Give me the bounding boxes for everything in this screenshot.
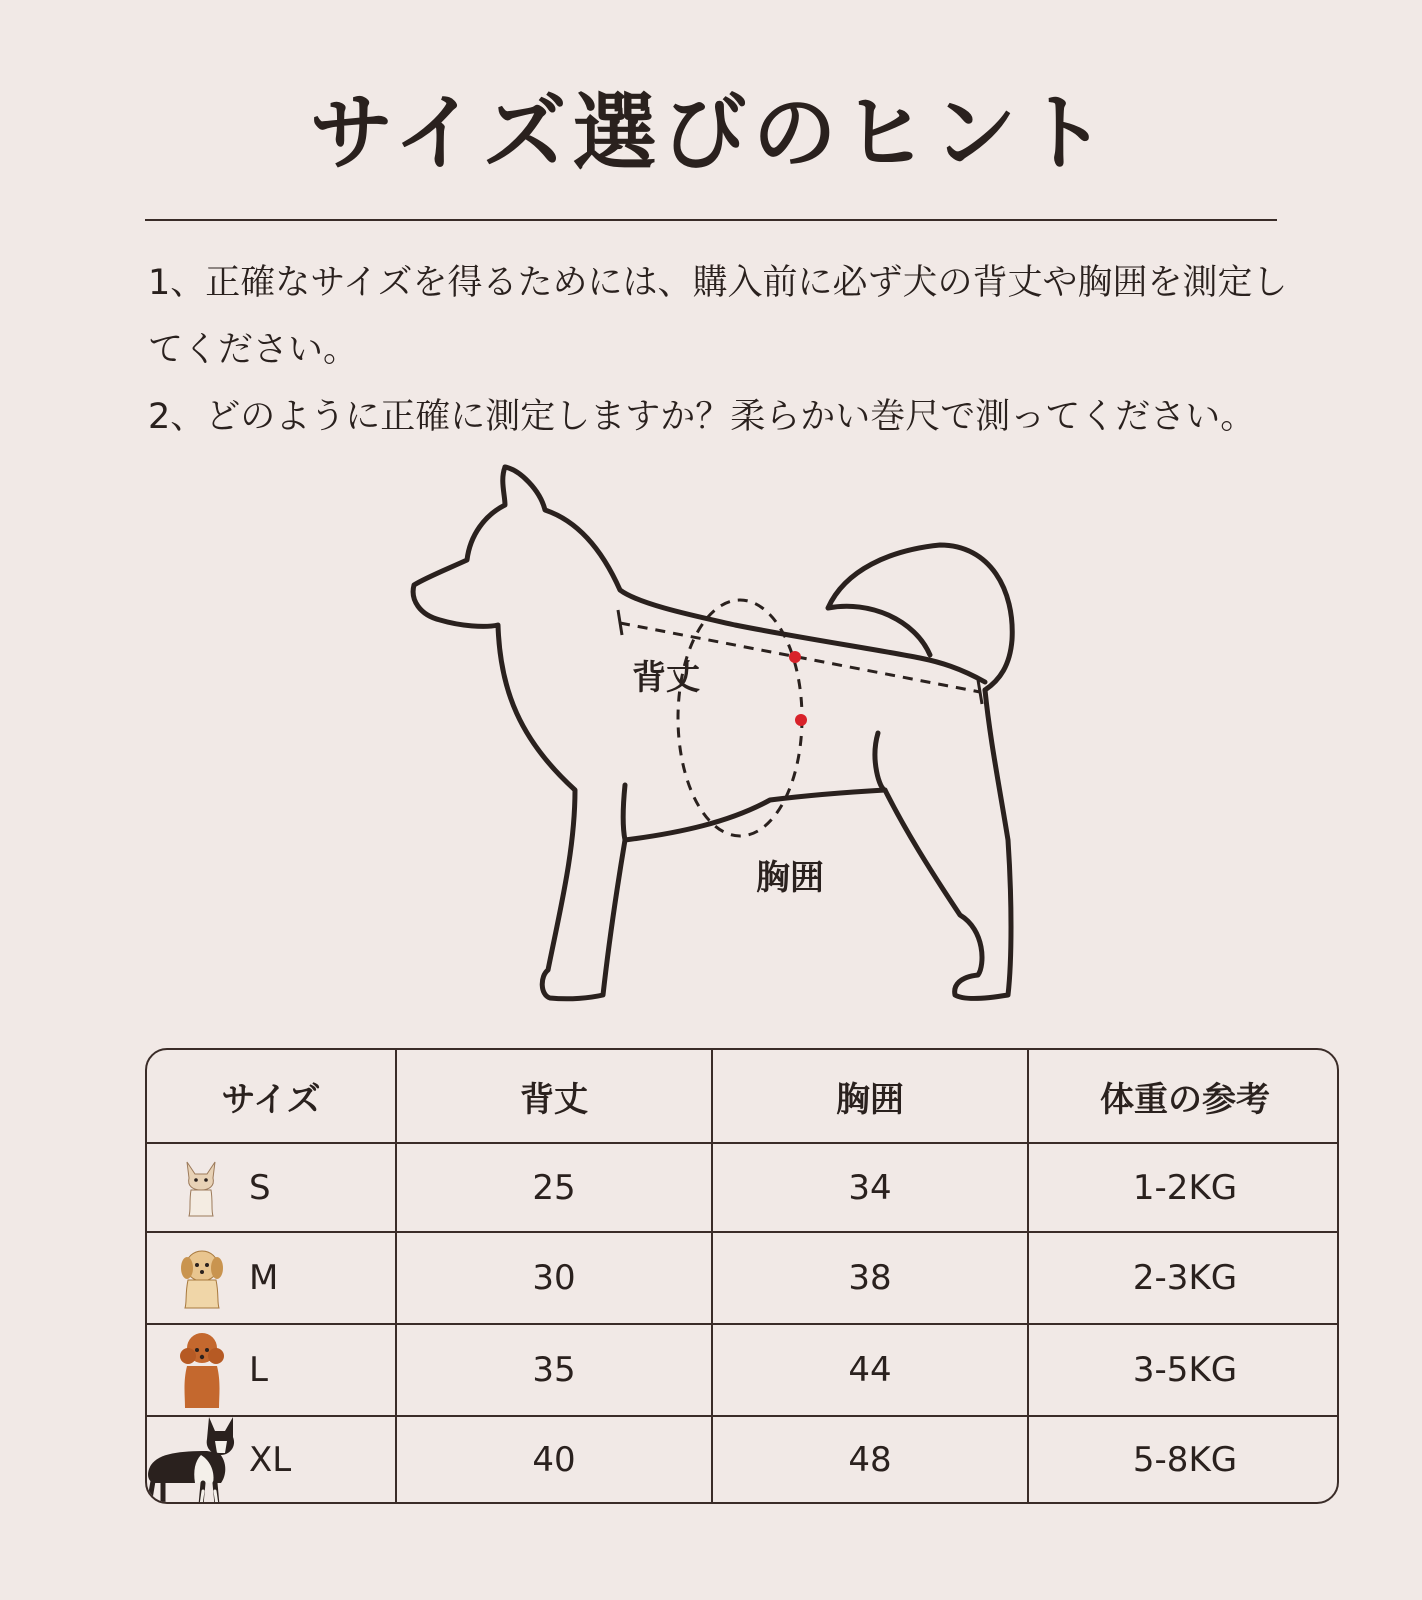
weight-cell: 3-5KG [1028, 1324, 1339, 1416]
size-cell [147, 1324, 396, 1416]
header-back-length: 背丈 [396, 1050, 712, 1143]
back-length-cell: 35 [396, 1324, 712, 1416]
back-length-label: 背丈 [632, 658, 700, 698]
table-header-row [147, 1050, 1339, 1143]
size-label: XL [249, 1439, 292, 1480]
table-row [147, 1232, 1339, 1324]
chihuahua-icon [179, 1158, 223, 1218]
page-title: サイズ選びのヒント [309, 84, 1113, 182]
size-cell [147, 1416, 396, 1502]
dog-outline [505, 467, 985, 682]
back-length-cell: 25 [396, 1143, 712, 1232]
chest-cell: 44 [712, 1324, 1028, 1416]
weight-cell: 1-2KG [1028, 1143, 1339, 1232]
instruction-1: 1、正確なサイズを得るためには、購入前に必ず犬の背丈や胸囲を測定してください。 [148, 263, 1288, 370]
table-row [147, 1324, 1339, 1416]
weight-cell: 2-3KG [1028, 1232, 1339, 1324]
back-length-cell: 40 [396, 1416, 712, 1502]
chest-cell: 38 [712, 1232, 1028, 1324]
instruction-2: 2、どのように正確に測定しますか？柔らかい巻尺で測ってください。 [148, 397, 1256, 437]
size-label: S [249, 1167, 271, 1208]
header-weight: 体重の参考 [1028, 1050, 1339, 1143]
size-label: L [249, 1350, 268, 1390]
back-length-end-tick [978, 680, 982, 704]
chest-cell: 48 [712, 1416, 1028, 1502]
weight-cell: 5-8KG [1132, 1439, 1238, 1480]
dog-hind-leg-outline [875, 690, 1011, 998]
french-bulldog-icon [145, 1411, 245, 1505]
size-cell [147, 1232, 396, 1324]
puppy-icon [179, 1246, 225, 1310]
chest-label: 胸囲 [756, 858, 824, 898]
poodle-icon [179, 1330, 225, 1410]
back-length-marker [789, 651, 801, 663]
back-length-start-tick [618, 610, 622, 635]
back-length-cell: 30 [396, 1232, 712, 1324]
table-row [147, 1143, 1339, 1232]
size-table [145, 1048, 1339, 1504]
header-size: サイズ [147, 1050, 396, 1143]
chest-marker [795, 714, 807, 726]
size-label: M [249, 1258, 279, 1298]
chest-cell: 34 [712, 1143, 1028, 1232]
size-cell [147, 1143, 396, 1232]
table-row [147, 1416, 1339, 1502]
header-chest: 胸囲 [712, 1050, 1028, 1143]
